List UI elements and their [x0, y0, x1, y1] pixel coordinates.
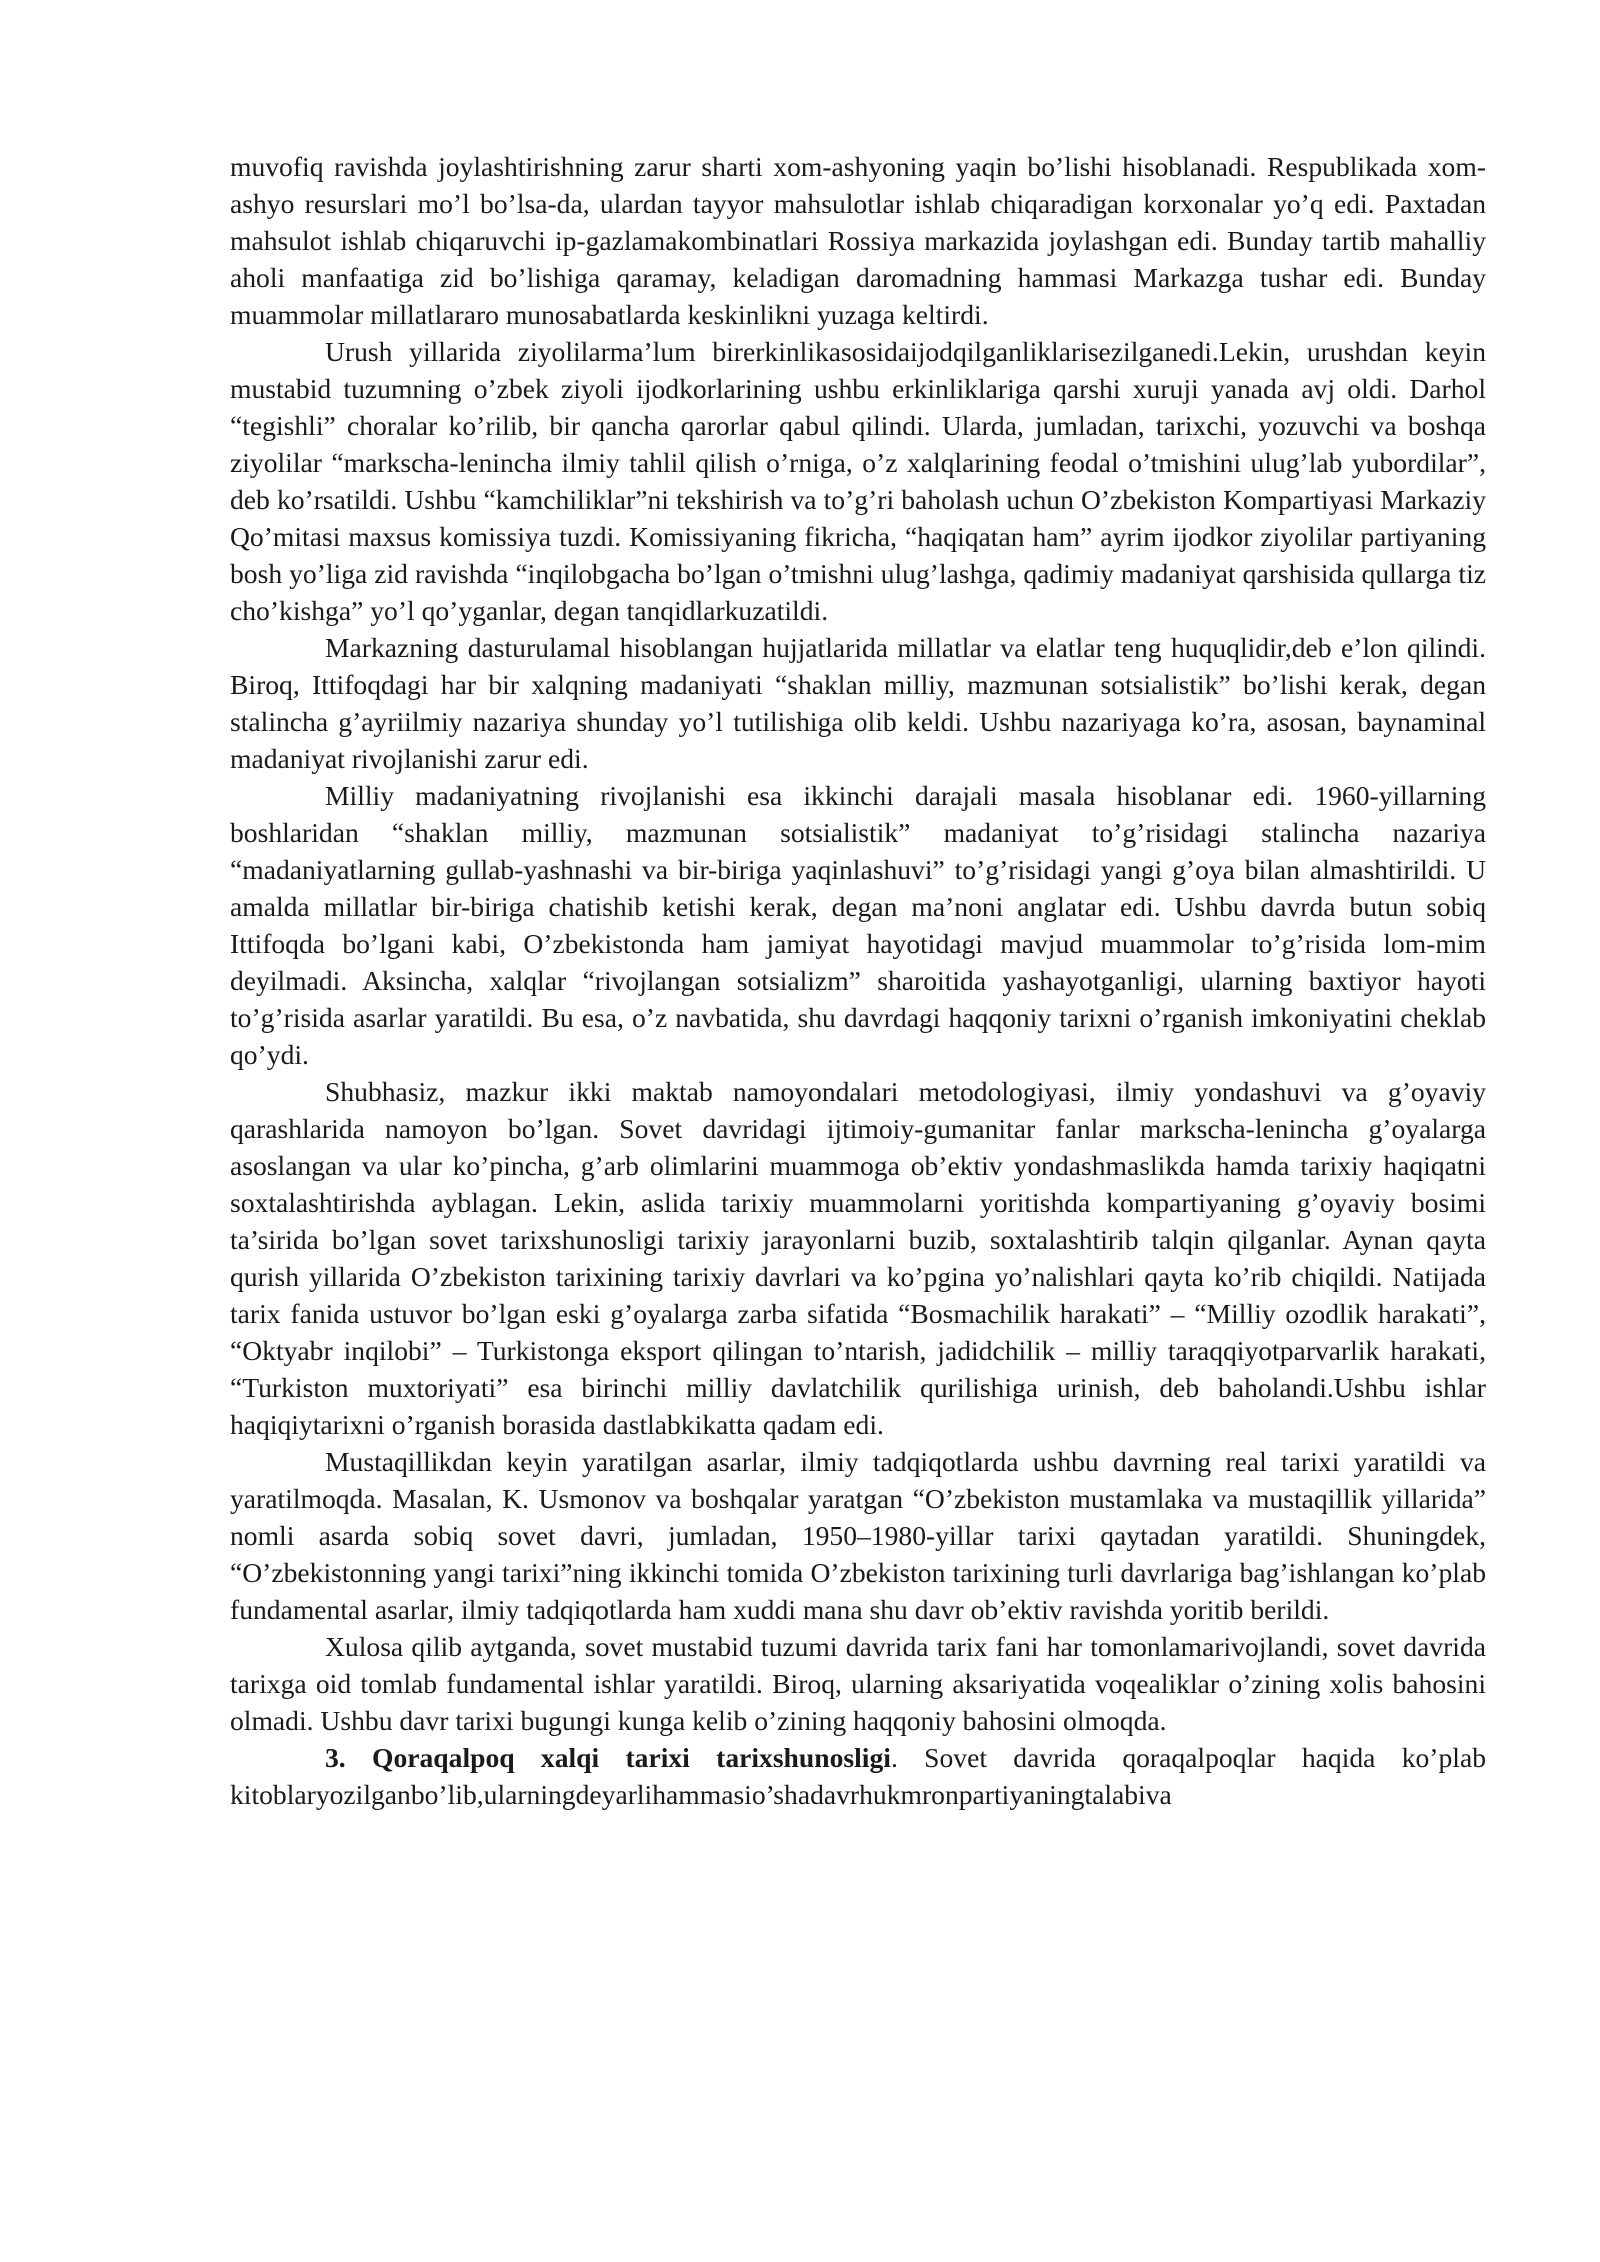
paragraph-7: Xulosa qilib aytganda, sovet mustabid tuzumi davrida tarix fani har tomonlamarivojlandi, sovet davrida tarixga oid tomlab fundamental ishlar yaratildi. Biroq, ularning aksariyatida voqealiklar o’zining xolis bahosini olmadi. Ushbu davr tarixi bugungi kunga kelib o’zining haqqoniy bahosini olmoqda. — [230, 1631, 1486, 1736]
paragraph-2: Urush yillarida ziyolilarma’lum birerkinlikasosidaijodqilganliklarisezilganedi.Lekin, urushdan keyin mustabid tuzumning o’zbek ziyoli ijodkorlarining ushbu erkinliklariga qarshi xuruji yanada avj oldi. Darhol “tegishli” choralar ko’rilib, bir qancha qarorlar qabul qilindi. Ularda, jumladan, tarixchi, yozuvchi va boshqa ziyolilar “markscha-lenincha ilmiy tahlil qilish o’rniga, o’z xalqlarining feodal o’tmishini ulug’lab yubordilar”, deb ko’rsatildi. Ushbu “kamchiliklar”ni tekshirish va to’g’ri baholash uchun O’zbekiston Kompartiyasi Markaziy Qo’mitasi maxsus komissiya tuzdi. Komissiyaning fikricha, “haqiqatan ham” ayrim ijodkor ziyolilar partiyaning bosh yo’liga zid ravishda “inqilobgacha bo’lgan o’tmishni ulug’lashga, qadimiy madaniyat qarshisida qullarga tiz cho’kishga” yo’l qo’yganlar, degan tanqidlarkuzatildi. — [230, 336, 1486, 626]
paragraph-6: Mustaqillikdan keyin yaratilgan asarlar, ilmiy tadqiqotlarda ushbu davrning real tarixi yaratildi va yaratilmoqda. Masalan, K. Usmonov va boshqalar yaratgan “O’zbekiston mustamlaka va mustaqillik yillarida” nomli asarda sobiq sovet davri, jumladan, 1950–1980-yillar tarixi qaytadan yaratildi. Shuningdek, “O’zbekistonning yangi tarixi”ning ikkinchi tomida O’zbekiston tarixining turli davrlariga bag’ishlangan ko’plab fundamental asarlar, ilmiy tadqiqotlarda ham xuddi mana shu davr ob’ektiv ravishda yoritib berildi. — [230, 1446, 1486, 1625]
paragraph-5: Shubhasiz, mazkur ikki maktab namoyondalari metodologiyasi, ilmiy yondashuvi va g’oyaviy qarashlarida namoyon bo’lgan. Sovet davridagi ijtimoiy-gumanitar fanlar markscha-lenincha g’oyalarga asoslangan va ular ko’pincha, g’arb olimlarini muammoga ob’ektiv yondashmaslikda hamda tarixiy haqiqatni soxtalashtirishda ayblagan. Lekin, aslida tarixiy muammolarni yoritishda kompartiyaning g’oyaviy bosimi ta’sirida bo’lgan sovet tarixshunosligi tarixiy jarayonlarni buzib, soxtalashtirib talqin qilganlar. Aynan qayta qurish yillarida O’zbekiston tarixining tarixiy davrlari va ko’pgina yo’nalishlari qayta ko’rib chiqildi. Natijada tarix fanida ustuvor bo’lgan eski g’oyalarga zarba sifatida “Bosmachilik harakati” – “Milliy ozodlik harakati”, “Oktyabr inqilobi” – Turkistonga eksport qilingan to’ntarish, jadidchilik – milliy taraqqiyotparvarlik harakati, “Turkiston muxtoriyati” esa birinchi milliy davlatchilik qurilishiga urinish, deb baholandi.Ushbu ishlar haqiqiytarixni o’rganish borasida dastlabkikatta qadam edi. — [230, 1076, 1486, 1440]
paragraph-1: muvofiq ravishda joylashtirishning zarur sharti xom-ashyoning yaqin bo’lishi hisoblanadi. Respublikada xom-ashyo resurslari mo’l bo’lsa-da, ulardan tayyor mahsulotlar ishlab chiqaradigan korxonalar yo’q edi. Paxtadan mahsulot ishlab chiqaruvchi ip-gazlamakombinatlari Rossiya markazida joylashgan edi. Bunday tartib mahalliy aholi manfaatiga zid bo’lishiga qaramay, keladigan daromadning hammasi Markazga tushar edi. Bunday muammolar millatlararo munosabatlarda keskinlikni yuzaga keltirdi. — [230, 151, 1486, 330]
section-paragraph — [230, 1739, 1486, 1813]
document-page — [230, 148, 1486, 1813]
section-heading: 3. Qoraqalpoq xalqi tarixi tarixshunosligi — [325, 1742, 891, 1773]
paragraph-4: Milliy madaniyatning rivojlanishi esa ikkinchi darajali masala hisoblanar edi. 1960-yillarning boshlaridan “shaklan milliy, mazmunan sotsialistik” madaniyat to’g’risidagi stalincha nazariya “madaniyatlarning gullab-yashnashi va bir-biriga yaqinlashuvi” to’g’risidagi yangi g’oya bilan almashtirildi. U amalda millatlar bir-biriga chatishib ketishi kerak, degan ma’noni anglatar edi. Ushbu davrda butun sobiq Ittifoqda bo’lgani kabi, O’zbekistonda ham jamiyat hayotidagi mavjud muammolar to’g’risida lom-mim deyilmadi. Aksincha, xalqlar “rivojlangan sotsializm” sharoitida yashayotganligi, ularning baxtiyor hayoti to’g’risida asarlar yaratildi. Bu esa, o’z navbatida, shu davrdagi haqqoniy tarixni o’rganish imkoniyatini cheklab qo’ydi. — [230, 780, 1486, 1070]
section-text: . Sovet davrida qoraqalpoqlar haqida ko’plab kitoblaryozilganbo’lib,ularningdeyarlihammasio’shadavrhukmronpartiyaningtalabiva — [230, 1742, 1486, 1810]
paragraph-3: Markazning dasturulamal hisoblangan hujjatlarida millatlar va elatlar teng huquqlidir,deb e’lon qilindi. Biroq, Ittifoqdagi har bir xalqning madaniyati “shaklan milliy, mazmunan sotsialistik” bo’lishi kerak, degan stalincha g’ayriilmiy nazariya shunday yo’l tutilishiga olib keldi. Ushbu nazariyaga ko’ra, asosan, baynaminal madaniyat rivojlanishi zarur edi. — [230, 632, 1486, 774]
